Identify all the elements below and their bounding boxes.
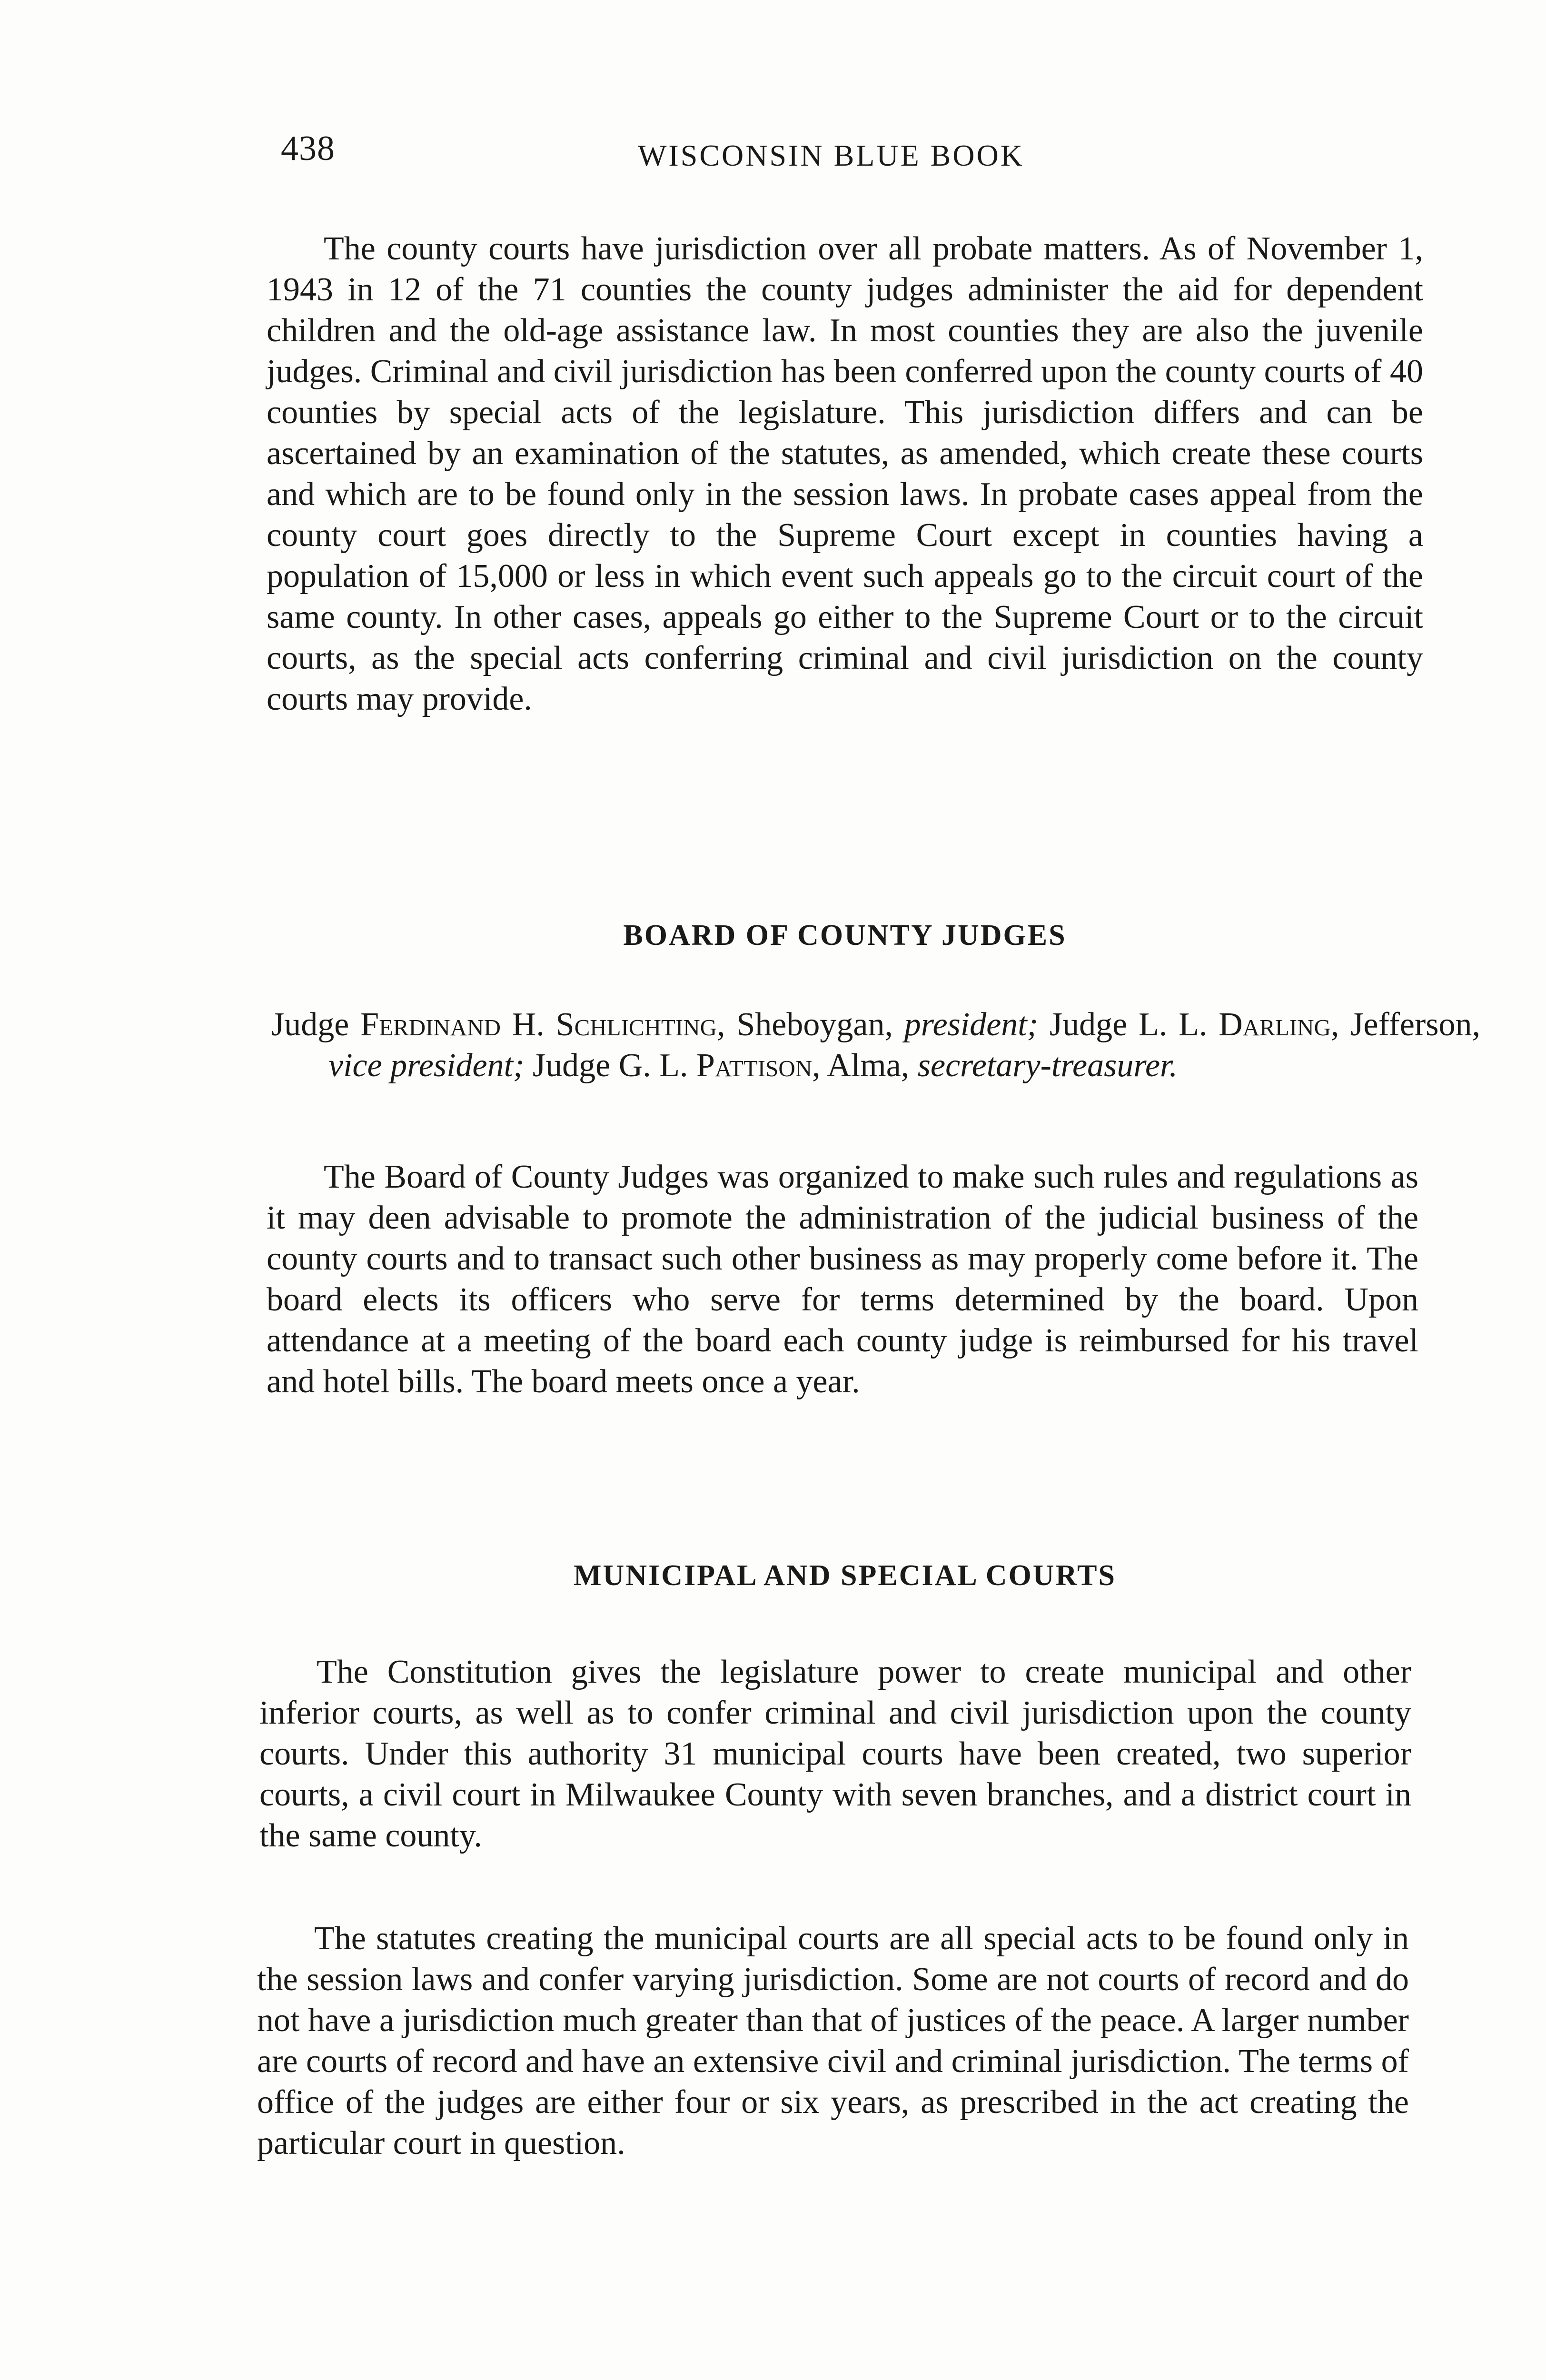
running-head: WISCONSIN BLUE BOOK [638, 139, 1024, 172]
officer-1-role: president; [904, 1006, 1039, 1043]
officer-1-prefix: Judge [271, 1006, 349, 1043]
officer-3-place: , Alma, [812, 1047, 910, 1084]
officer-2-role: vice president; [328, 1047, 525, 1084]
municipal-and-special-courts-heading: MUNICIPAL AND SPECIAL COURTS [574, 1559, 1116, 1592]
constitution-paragraph: The Constitution gives the legislature power to create municipal and other inferior courts, as well as to confer criminal and civil jurisdiction upon the county courts. Under this authority 31 municipal courts have been created, two superior courts, a civil court in Milwaukee County with seven branches, and a district court in the same county. [259, 1654, 1411, 1854]
officer-1-name: Ferdinand H. Schlichting [360, 1006, 717, 1043]
officer-3-prefix: Judge G. L. [532, 1047, 688, 1084]
officer-3-role: secretary-treasurer. [917, 1047, 1178, 1084]
officer-2-prefix: Judge L. L. [1049, 1006, 1208, 1043]
officer-3-name: Pattison [696, 1047, 813, 1084]
board-officers [271, 1004, 1480, 1086]
page-number: 438 [281, 129, 335, 168]
officer-2-name: Darling [1219, 1006, 1331, 1043]
officer-1-place: , Sheboygan, [717, 1006, 893, 1043]
board-description-paragraph: The Board of County Judges was organized to make such rules and regulations as it may deen advisable to promote the administration of the judicial business of the county courts and to transact such other business as may properly come before it. The board elects its officers who serve for terms determined by the board. Upon attendance at a meeting of the board each county judge is reimbursed for his travel and hotel bills. The board meets once a year. [267, 1159, 1418, 1400]
board-of-county-judges-heading: BOARD OF COUNTY JUDGES [623, 919, 1067, 952]
page-header [281, 129, 1428, 176]
county-courts-paragraph: The county courts have jurisdiction over all probate matters. As of November 1, 1943 in 12 of the 71 counties the county judges administer the aid for dependent children and the old-age assistance law. In most counties they are also the juvenile judges. Criminal and civil jurisdiction has been conferred upon the county courts of 40 counties by special acts of the legislature. This jurisdiction differs and can be ascertained by an examination of the statutes, as amended, which create these courts and which are to be found only in the session laws. In probate cases appeal from the county court goes directly to the Supreme Court except in counties having a population of 15,000 or less in which event such appeals go to the circuit court of the same county. In other cases, appeals go either to the Supreme Court or to the circuit courts, as the special acts conferring criminal and civil jurisdiction on the county courts may provide. [267, 230, 1423, 717]
officer-2-place: , Jefferson, [1330, 1006, 1481, 1043]
municipal-statutes-paragraph: The statutes creating the municipal courts are all special acts to be found only in the session laws and confer varying jurisdiction. Some are not courts of record and do not have a jurisdiction much greater than that of justices of the peace. A larger number are courts of record and have an extensive civil and criminal jurisdiction. The terms of office of the judges are either four or six years, as prescribed in the act creating the particular court in question. [257, 1920, 1409, 2162]
